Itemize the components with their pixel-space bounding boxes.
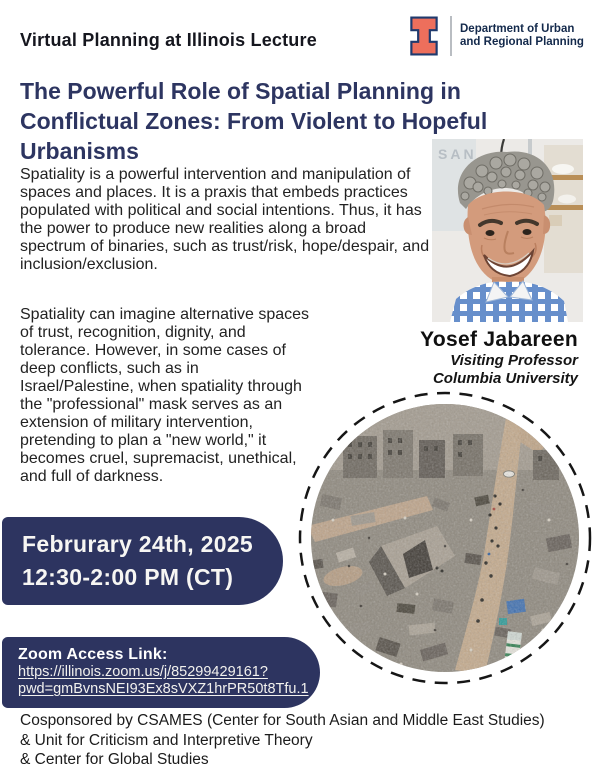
zoom-access-box bbox=[2, 637, 320, 708]
speaker-affiliation: Columbia University bbox=[432, 370, 578, 387]
speaker-photo bbox=[432, 139, 583, 322]
svg-text:SAN: SAN bbox=[438, 146, 477, 162]
department-name-line2: and Regional Planning bbox=[460, 36, 584, 48]
rubble-photo bbox=[285, 378, 600, 698]
lecture-title-line1: The Powerful Role of Spatial Planning in bbox=[20, 78, 461, 104]
abstract-paragraph-1: Spatiality is a powerful intervention and manipulation of spaces and places. It is a praxis that embeds practices populated with political and social intentions. Thus, it has the power to produce new realities along a broad spectrum of binaries, such as trust/risk, hope/despair, and inclusion/exclusion. bbox=[20, 166, 430, 273]
zoom-link-line1[interactable]: https://illinois.zoom.us/j/85299429161? bbox=[18, 664, 268, 680]
speaker-role: Visiting Professor bbox=[450, 352, 578, 369]
zoom-access-label: Zoom Access Link: bbox=[18, 646, 168, 663]
lecture-title bbox=[20, 76, 487, 166]
department-logo bbox=[407, 14, 584, 58]
lecture-title-line2: Conflictual Zones: From Violent to Hopeful bbox=[20, 108, 488, 134]
speaker-name: Yosef Jabareen bbox=[420, 328, 578, 351]
cosponsors-line2: & Unit for Criticism and Interpretive Theory bbox=[20, 731, 313, 749]
date-banner bbox=[2, 517, 283, 605]
logo-divider bbox=[450, 16, 452, 56]
zoom-meeting-link[interactable] bbox=[18, 664, 309, 698]
zoom-link-line2[interactable]: pwd=gmBvnsNEI93Ex8sVXZ1hrPR50t8Tfu.1 bbox=[18, 681, 309, 697]
cosponsors bbox=[20, 711, 586, 770]
event-date: Februrary 24th, 2025 bbox=[22, 531, 254, 557]
cosponsors-line1: Cosponsored by CSAMES (Center for South Asian and Middle East Studies) bbox=[20, 712, 545, 729]
department-name bbox=[460, 23, 584, 50]
cosponsors-line3: & Center for Global Studies bbox=[20, 751, 209, 768]
illinois-block-i-icon bbox=[407, 14, 441, 58]
lecture-series-title: Virtual Planning at Illinois Lecture bbox=[20, 30, 317, 50]
abstract-paragraph-2: Spatiality can imagine alternative spaces of trust, recognition, dignity, and tolerance. However, in some cases of deep conflicts, such as in Israel/Palestine, when spatiality through the "professional" mask serves as an extension of military intervention, pretending to plan a "new world," it becomes cruel, supremacist, unethical, and full of darkness. bbox=[20, 306, 310, 485]
department-name-line1: Department of Urban bbox=[460, 22, 575, 35]
lecture-title-line3: Urbanisms bbox=[20, 138, 139, 164]
event-time: 12:30-2:00 PM (CT) bbox=[22, 564, 234, 590]
